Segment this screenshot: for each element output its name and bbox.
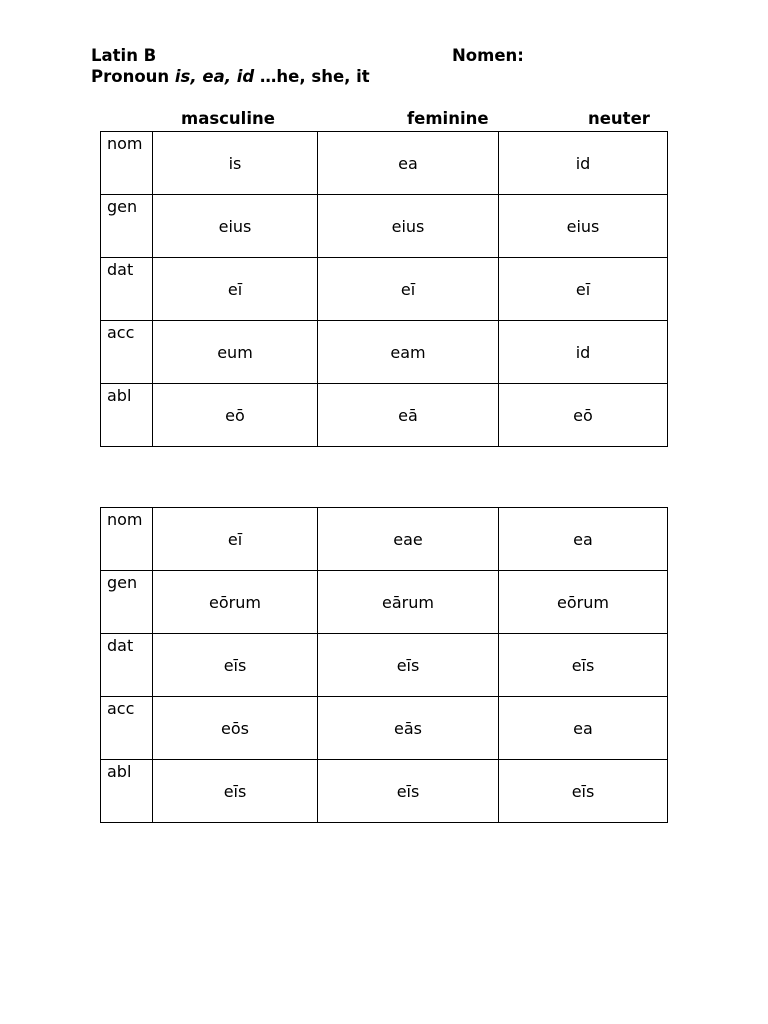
table-row [101, 571, 668, 634]
form-cell: eīs [153, 760, 318, 823]
case-label: abl [101, 760, 153, 823]
course-title: Latin B [91, 46, 157, 65]
title-prefix: Pronoun [91, 67, 175, 86]
form-cell: eī [499, 258, 668, 321]
table-row [101, 384, 668, 447]
form-cell: eō [153, 384, 318, 447]
form-cell: eōrum [499, 571, 668, 634]
case-label: gen [101, 195, 153, 258]
table-row [101, 132, 668, 195]
case-label: acc [101, 321, 153, 384]
singular-declension-table [100, 131, 668, 447]
case-label: dat [101, 258, 153, 321]
table-row [101, 258, 668, 321]
form-cell: eius [153, 195, 318, 258]
form-cell: ea [499, 697, 668, 760]
form-cell: eius [318, 195, 499, 258]
table-row [101, 697, 668, 760]
form-cell: eam [318, 321, 499, 384]
case-label: acc [101, 697, 153, 760]
form-cell: ea [499, 508, 668, 571]
form-cell: eīs [318, 634, 499, 697]
form-cell: eum [153, 321, 318, 384]
form-cell: eās [318, 697, 499, 760]
form-cell: eī [153, 508, 318, 571]
form-cell: eārum [318, 571, 499, 634]
form-cell: eae [318, 508, 499, 571]
form-cell: eīs [318, 760, 499, 823]
title-suffix: …he, she, it [254, 67, 370, 86]
worksheet-title [91, 67, 370, 87]
case-label: abl [101, 384, 153, 447]
column-header-masculine: masculine [181, 109, 275, 128]
form-cell: eīs [499, 760, 668, 823]
form-cell: is [153, 132, 318, 195]
form-cell: eī [153, 258, 318, 321]
form-cell: ea [318, 132, 499, 195]
plural-declension-table [100, 507, 668, 823]
column-header-feminine: feminine [407, 109, 489, 128]
name-label: Nomen: [452, 46, 524, 65]
case-label: dat [101, 634, 153, 697]
form-cell: eōrum [153, 571, 318, 634]
form-cell: eī [318, 258, 499, 321]
form-cell: eā [318, 384, 499, 447]
table-row [101, 195, 668, 258]
form-cell: id [499, 132, 668, 195]
table-row [101, 508, 668, 571]
case-label: gen [101, 571, 153, 634]
form-cell: eīs [499, 634, 668, 697]
column-header-neuter: neuter [588, 109, 650, 128]
case-label: nom [101, 132, 153, 195]
form-cell: eīs [153, 634, 318, 697]
table-row [101, 634, 668, 697]
title-forms: is, ea, id [174, 67, 255, 86]
form-cell: id [499, 321, 668, 384]
form-cell: eōs [153, 697, 318, 760]
table-row [101, 321, 668, 384]
case-label: nom [101, 508, 153, 571]
form-cell: eō [499, 384, 668, 447]
form-cell: eius [499, 195, 668, 258]
table-row [101, 760, 668, 823]
